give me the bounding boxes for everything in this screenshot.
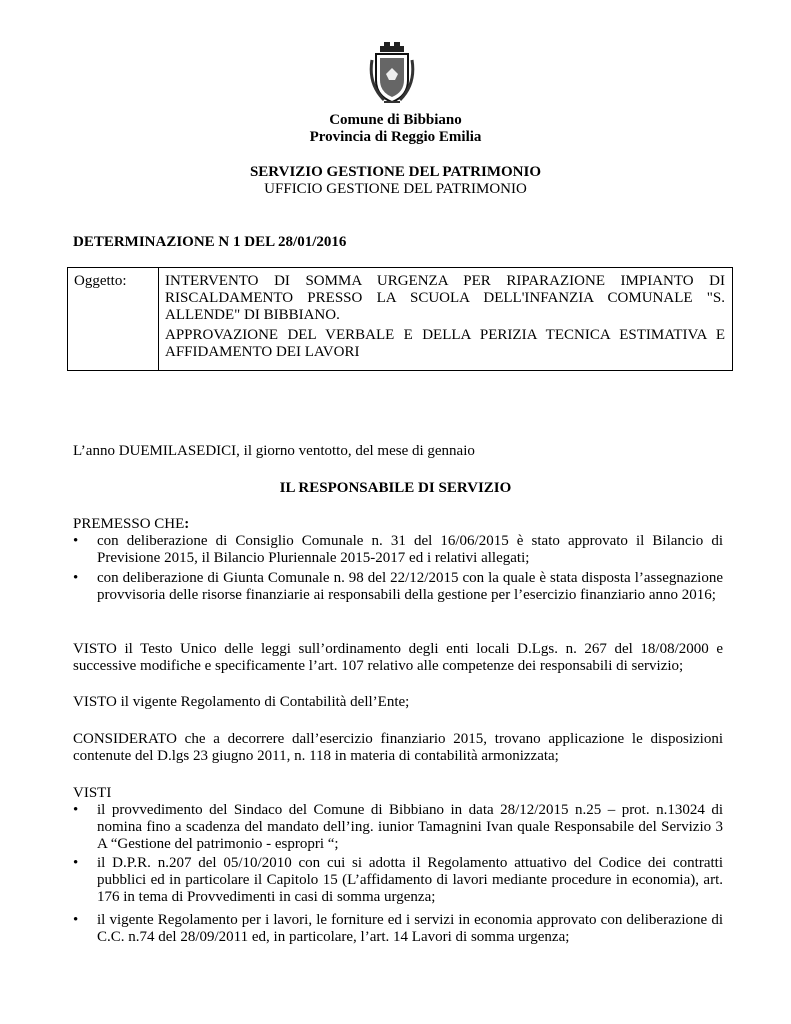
subject-label: Oggetto: <box>74 273 127 289</box>
subject-line-1: INTERVENTO DI SOMMA URGENZA PER RIPARAZIONE IMPIANTO DI RISCALDAMENTO PRESSO LA SCUOLA DELL'INFANZIA COMUNALE "S. ALLENDE" DI BIBBIANO. <box>165 273 725 323</box>
list-item <box>73 855 723 906</box>
premesso-colon: : <box>184 516 190 532</box>
office-title: UFFICIO GESTIONE DEL PATRIMONIO <box>264 181 527 197</box>
determination-title: DETERMINAZIONE N 1 DEL 28/01/2016 <box>73 234 347 250</box>
bullet-icon: • <box>73 912 79 928</box>
list-item <box>73 912 723 946</box>
visti-label: VISTI <box>73 785 112 801</box>
section-heading: IL RESPONSABILE DI SERVIZIO <box>279 480 512 496</box>
municipality-name: Comune di Bibbiano <box>329 112 462 128</box>
bullet-icon: • <box>73 533 79 549</box>
list-item-text: il vigente Regolamento per i lavori, le forniture ed i servizi in economia approvato con deliberazione di C.C. n.74 del 28/09/2011 ed, in particolare, l’art. 14 Lavori di somma urgenza; <box>97 912 723 945</box>
province-name: Provincia di Reggio Emilia <box>309 129 482 145</box>
municipal-crest-icon <box>368 40 416 108</box>
list-item-text: con deliberazione di Consiglio Comunale n. 31 del 16/06/2015 è stato approvato il Bilancio di Previsione 2015, il Bilancio Pluriennale 2015-2017 ed i relativi allegati; <box>97 533 723 566</box>
premesso-label <box>73 516 189 533</box>
list-item <box>73 533 723 567</box>
subject-divider <box>158 268 159 370</box>
paragraph-visto-regolamento: VISTO il vigente Regolamento di Contabilità dell’Ente; <box>73 694 410 710</box>
subject-text <box>165 273 725 364</box>
list-item-text: il D.P.R. n.207 del 05/10/2010 con cui si adotta il Regolamento attuativo del Codice dei contratti pubblici ed in particolare il Capitolo 15 (L’affidamento di lavori mediante procedure in economia), art. 176 in tema di Provvedimenti in casi di somma urgenza; <box>97 855 723 905</box>
bullet-icon: • <box>73 802 79 818</box>
bullet-icon: • <box>73 855 79 871</box>
subject-line-2: APPROVAZIONE DEL VERBALE E DELLA PERIZIA TECNICA ESTIMATIVA E AFFIDAMENTO DEI LAVORI <box>165 327 725 360</box>
bullet-icon: • <box>73 570 79 586</box>
list-item-text: il provvedimento del Sindaco del Comune di Bibbiano in data 28/12/2015 n.25 – prot. n.13024 di nomina fino a scadenza del mandato dell’ing. iunior Tamagnini Ivan quale Responsabile del Servizio 3 A “Gestione del patrimonio - espropri “; <box>97 802 723 852</box>
subject-box <box>67 267 733 371</box>
service-title: SERVIZIO GESTIONE DEL PATRIMONIO <box>249 164 542 180</box>
list-item <box>73 570 723 604</box>
list-item-text: con deliberazione di Giunta Comunale n. 98 del 22/12/2015 con la quale è stata disposta l’assegnazione provvisoria delle risorse finanziarie ai responsabili della gestione per l’esercizio finanziario anno 2016; <box>97 570 723 603</box>
date-line: L’anno DUEMILASEDICI, il giorno ventotto, del mese di gennaio <box>73 443 475 459</box>
paragraph-visto-testo-unico: VISTO il Testo Unico delle leggi sull’ordinamento degli enti locali D.Lgs. n. 267 del 18/08/2000 e successive modifiche e specificamente l’art. 107 relativo alle competenze dei responsabili di servizio; <box>73 641 723 674</box>
list-item <box>73 802 723 853</box>
paragraph-considerato: CONSIDERATO che a decorrere dall’esercizio finanziario 2015, trovano applicazione le disposizioni contenute del D.lgs 23 giugno 2011, n. 118 in materia di contabilità armonizzata; <box>73 731 723 764</box>
premesso-label-text: PREMESSO CHE <box>73 516 185 532</box>
